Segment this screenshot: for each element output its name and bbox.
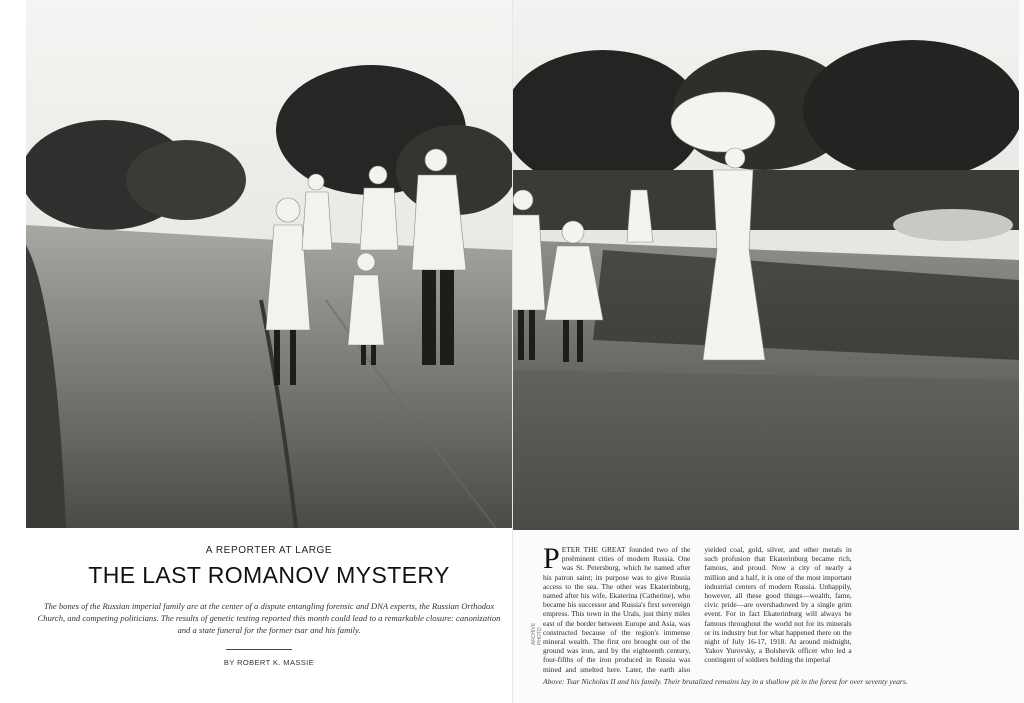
byline-divider xyxy=(226,649,292,650)
article-deck: The bones of the Russian imperial family are at the center of a dispute entangling forensic and DNA experts, the Russian Orthodox Church, and competing politicians. The results of genetic testing reported this month could lead to a remarkable closure: canonization and a state funeral for the former tsar and his family. xyxy=(37,601,501,636)
family-walk-photo-left xyxy=(26,0,512,528)
photo-caption: Above: Tsar Nicholas II and his family. Their brutalized remains lay in a shallow pit in the forest for over seventy years. xyxy=(543,677,908,686)
section-kicker: A REPORTER AT LARGE xyxy=(205,545,333,556)
drop-cap: P xyxy=(543,542,560,575)
family-walk-photo-right xyxy=(513,0,1019,530)
byline: BY ROBERT K. MASSIE xyxy=(223,658,315,667)
article-paragraph xyxy=(543,542,852,675)
right-page xyxy=(512,0,1024,703)
article-headline: THE LAST ROMANOV MYSTERY xyxy=(88,562,450,588)
body-copy: ETER THE GREAT founded two of the preëminent cities of modern Russia. One was St. Petersburg, which he named after his patron saint; its purpose was to give Russia access to the sea. The other was Ekaterinburg, named after his wife, Ekaterina (Catherine), who became his successor and Russia's first sovereign empress. This town in the Urals, just thirty miles east of the border between Europe and Asia, was constructed because of the region's immense mineral wealth. The first ore brought out of the ground was iron, and by the eighteenth century, four-fifths of the iron produced in Russia was mined and smelted here. Later, the earth also yielded coal, gold, silver, and other metals in such profusion that Ekaterinburg became rich, famous, and proud. Now a city of nearly a million and a half, it is one of the most important industrial centers of modern Russia. Unhappily, however, all these good things—wealth, fame, civic pride—are overshadowed by a single grim event. For in fact Ekaterinburg will always be famous throughout the world not for its minerals or its industry but for what happened there on the night of July 16-17, 1918. At around midnight, Yakov Yurovsky, a Bolshevik officer who led a contingent of soldiers holding the imperial xyxy=(543,545,852,674)
article-body xyxy=(543,542,1013,675)
photo-credit: ARCHIVE PHOTO xyxy=(531,622,543,645)
